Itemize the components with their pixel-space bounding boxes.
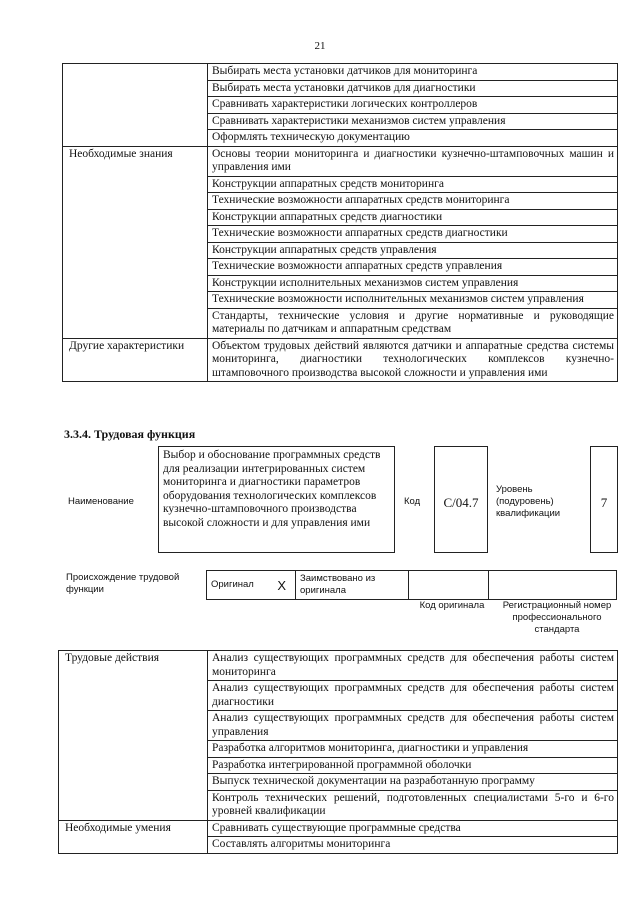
table-row	[63, 64, 618, 81]
row-item: Объектом трудовых действий являются датчики и аппаратные средства системы мониторинга, диагностики технологических комплексов кузнечно-штамповочного производства высокой сложности и управления ими	[208, 338, 618, 382]
row-item: Технические возможности аппаратных средств диагностики	[208, 226, 618, 243]
row-item: Технические возможности аппаратных средств мониторинга	[208, 193, 618, 210]
row-item: Анализ существующих программных средств для обеспечения работы систем управления	[208, 711, 618, 741]
code-original-cell	[409, 571, 489, 600]
original-label: Оригинал	[211, 579, 254, 590]
row-item: Оформлять техническую документацию	[208, 130, 618, 147]
code-original-caption: Код оригинала	[419, 600, 485, 611]
row-item: Выбирать места установки датчиков для мониторинга	[208, 64, 618, 81]
code-box	[434, 446, 488, 553]
row-item: Конструкции аппаратных средств управления	[208, 242, 618, 259]
row-item: Сравнивать существующие программные средства	[208, 820, 618, 837]
level-label: Уровень (подуровень) квалификации	[496, 484, 561, 519]
page-number: 21	[314, 40, 326, 52]
bottom-table	[58, 650, 618, 854]
row-item: Основы теории мониторинга и диагностики кузнечно-штамповочных машин и управления ими	[208, 146, 618, 176]
name-label: Наименование	[68, 496, 134, 507]
row-label	[63, 64, 208, 147]
row-item: Технические возможности аппаратных средств управления	[208, 259, 618, 276]
row-item: Анализ существующих программных средств для обеспечения работы систем мониторинга	[208, 651, 618, 681]
level-value: 7	[600, 495, 608, 510]
row-item: Выбирать места установки датчиков для диагностики	[208, 80, 618, 97]
reg-number-caption: Регистрационный номер профессионального стандарта	[502, 600, 612, 635]
original-cell	[207, 571, 269, 600]
row-item: Разработка интегрированной программной оболочки	[208, 757, 618, 774]
row-label: Другие характеристики	[63, 338, 208, 382]
row-label: Трудовые действия	[59, 651, 208, 821]
row-item: Технические возможности исполнительных механизмов систем управления	[208, 292, 618, 309]
row-item: Разработка алгоритмов мониторинга, диагностики и управления	[208, 741, 618, 758]
borrowed-label: Заимствовано из оригинала	[300, 573, 376, 596]
row-item: Конструкции аппаратных средств диагностики	[208, 209, 618, 226]
table-row	[59, 820, 618, 837]
row-item: Сравнивать характеристики логических контроллеров	[208, 97, 618, 114]
function-name-text: Выбор и обоснование программных средств для реализации интегрированных систем мониторинга и диагностики параметров оборудования технологических комплексов кузнечно-штамповочного производства высокой сложности и для управления ими	[163, 449, 381, 529]
row-item: Сравнивать характеристики механизмов систем управления	[208, 113, 618, 130]
table-row	[63, 338, 618, 382]
row-label: Необходимые умения	[59, 820, 208, 853]
origin-table	[206, 570, 617, 600]
row-item: Контроль технических решений, подготовленных специалистами 5-го и 6-го уровней квалификации	[208, 790, 618, 820]
function-name-box	[158, 446, 395, 553]
original-mark: X	[277, 577, 287, 593]
origin-label: Происхождение трудовой функции	[66, 572, 180, 595]
row-item: Составлять алгоритмы мониторинга	[208, 837, 618, 854]
original-mark-cell	[269, 571, 296, 600]
borrowed-cell	[296, 571, 409, 600]
top-table	[62, 63, 618, 382]
level-box	[590, 446, 618, 553]
row-item: Конструкции исполнительных механизмов систем управления	[208, 275, 618, 292]
row-item: Стандарты, технические условия и другие нормативные и руководящие материалы по датчикам и аппаратным средствам	[208, 308, 618, 338]
row-item: Анализ существующих программных средств для обеспечения работы систем диагностики	[208, 681, 618, 711]
table-row	[59, 651, 618, 681]
code-value: C/04.7	[443, 495, 479, 510]
row-item: Конструкции аппаратных средств мониторинга	[208, 176, 618, 193]
row-item: Выпуск технической документации на разработанную программу	[208, 774, 618, 791]
table-row	[63, 146, 618, 176]
row-label: Необходимые знания	[63, 146, 208, 338]
section-title: 3.3.4. Трудовая функция	[64, 427, 196, 441]
reg-number-cell	[489, 571, 617, 600]
code-label: Код	[404, 496, 421, 507]
